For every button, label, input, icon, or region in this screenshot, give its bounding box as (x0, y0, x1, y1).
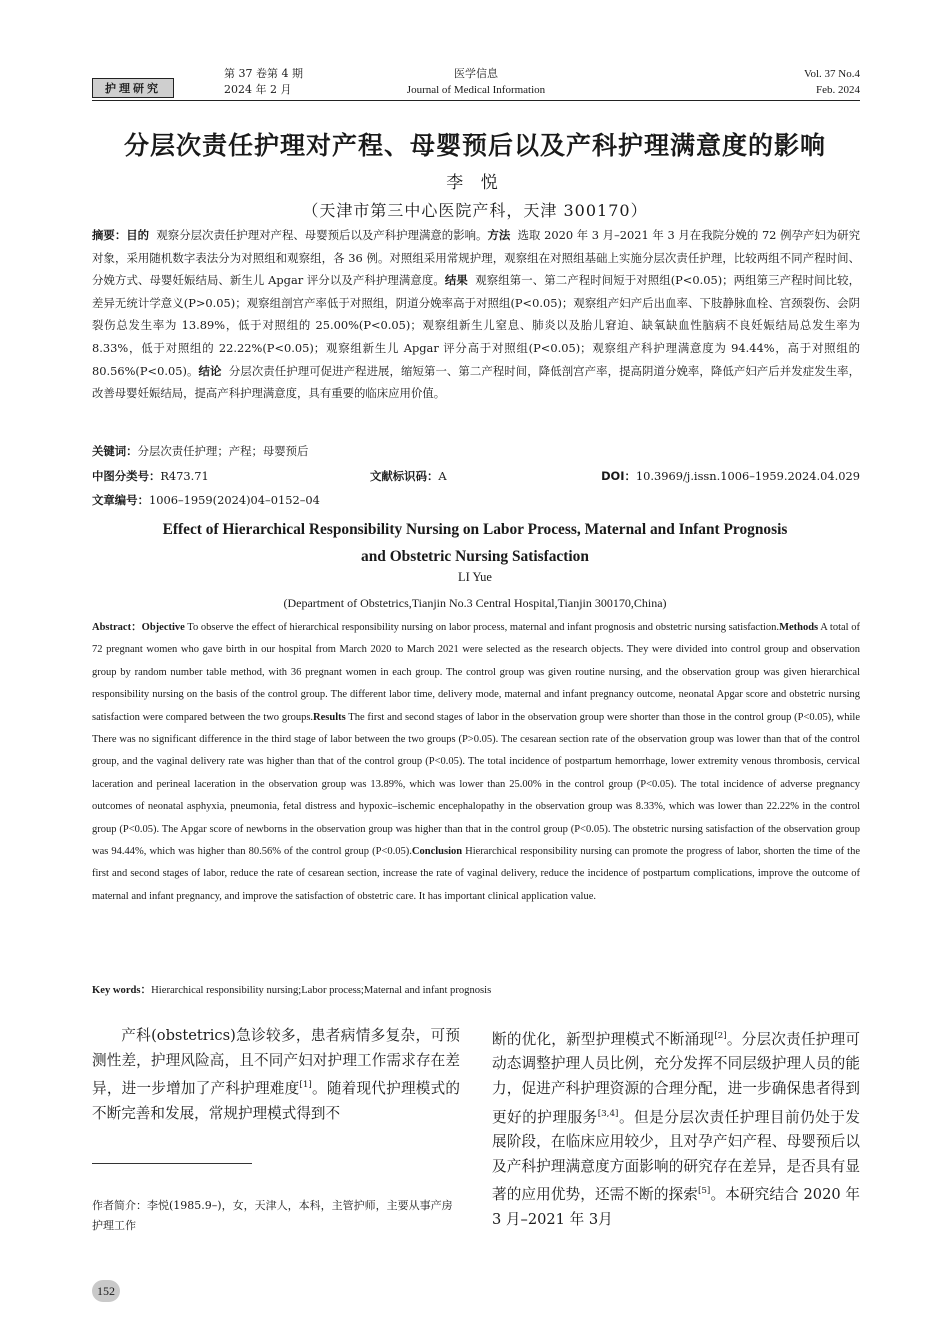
author-affiliation: （天津市第三中心医院产科，天津 300170） (302, 201, 648, 220)
results-en-label: Results (313, 711, 346, 723)
document-code: 文献标识码：A (370, 469, 447, 483)
issue-info-en (804, 66, 860, 98)
body-column-left (92, 1024, 460, 1126)
keywords-cn (92, 443, 860, 459)
author-name: 李 悦 (446, 173, 504, 193)
running-header (92, 64, 860, 101)
journal-name-cn: 医学信息 (454, 67, 498, 80)
author-footnote: 作者简介：李悦(1985.9–)，女，天津人，本科，主管护师，主要从事产房护理工作 (92, 1199, 453, 1232)
classification-line (92, 468, 860, 484)
affiliation-en: (Department of Obstetrics,Tianjin No.3 Central Hospital,Tianjin 300170,China) (283, 596, 667, 610)
keywords-en-text: Hierarchical responsibility nursing;Labor process;Maternal and infant prognosis (151, 985, 492, 996)
citation-5: [5] (697, 1186, 711, 1197)
article-title-en (0, 516, 950, 570)
volume-en: Vol. 37 No.4 (803, 68, 860, 80)
objective-label: 目的 (126, 228, 150, 242)
page-number: 152 (92, 1280, 120, 1302)
keywords-text: 分层次责任护理；产程；母婴预后 (137, 444, 309, 458)
title-en-line2: and Obstetric Nursing Satisfaction (361, 548, 589, 565)
methods-label: 方法 (487, 228, 511, 242)
clc-code: 中图分类号：R473.71 (92, 469, 209, 483)
objective-en-text: To observe the effect of hierarchical responsibility nursing on labor process, maternal and infant prognosis and obstetric nursing satisfaction. (184, 622, 780, 633)
keywords-en-label: Key words： (92, 985, 152, 996)
objective-text: 观察分层次责任护理对产程、母婴预后以及产科护理满意的影响。 (156, 228, 488, 242)
citation-3-4: [3,4] (597, 1108, 619, 1119)
abstract-en-label: Abstract： (92, 622, 142, 633)
methods-en-text: A total of 72 pregnant women who gave birth in our hospital from March 2020 to March 2021 were selected as the research objects. They were divided into control group and observation group by random number table method, with 36 pregnant women in each group. The control group was given routine nursing, and the observation group was given hierarchical responsibility nursing on the basis of the control group. The different labor time, delivery mode, maternal and infant pregnancy outcome, neonatal Apgar score and obstetric nursing satisfaction were compared between the two groups. (92, 622, 860, 723)
body-column-right (492, 1024, 860, 1232)
results-text: 观察组第一、第二产程时间短于对照组(P<0.05)；两组第三产程时间比较，差异无统计学意义(P>0.05)；观察组剖宫产率低于对照组，阴道分娩率高于对照组(P<0.05)；观察组产妇产后出血率、下肢静脉血栓、宫颈裂伤、会阴裂伤总发生率为 13.89%，低于对照组的 25.00%(P<0.05)；观察组新生儿窒息、肺炎以及胎儿窘迫、缺氧缺血性脑病不良妊娠结局总发生率为 8.33%，低于对照组的 22.22%(P<0.05)；观察组新生儿 Apgar 评分高于对照组(P<0.05)；观察组产科护理满意度为 94.44%，高于对照组的 80.56%(P<0.05)。 (92, 273, 860, 378)
intro-paragraph-continued: 断的优化，新型护理模式不断涌现[2]。分层次责任护理可动态调整护理人员比例，充分发挥不同层级护理人员的能力，促进产科护理资源的合理分配，进一步确保患者得到更好的护理服务[3,4]。但是分层次责任护理目前仍处于发展阶段，在临床应用较少，且对孕产妇产程、母婴预后以及产科护理满意度方面影响的研究存在差异，是否具有显著的应用优势，还需不断的探索[5]。本研究结合 2020 年 3 月–2021 年 3月 (492, 1030, 860, 1228)
methods-en-label: Methods (779, 622, 819, 633)
intro-paragraph: 产科(obstetrics)急诊较多，患者病情多复杂，可预测性差，护理风险高，且不同产妇对护理工作需求存在差异，进一步增加了产科护理难度[1]。随着现代护理模式的不断完善和发展，常规护理模式得到不 (92, 1027, 460, 1122)
volume-cn: 第 37 卷第 4 期 (224, 67, 303, 80)
footnote-divider (92, 1163, 252, 1164)
objective-en-label: Objective (141, 622, 185, 633)
author-name-en: LI Yue (458, 570, 492, 584)
keywords-label: 关键词： (92, 444, 138, 458)
article-title: 分层次责任护理对产程、母婴预后以及产科护理满意度的影响 (123, 131, 826, 160)
abstract-label: 摘要： (92, 228, 127, 242)
doi: DOI：10.3969/j.issn.1006–1959.2024.04.029 (601, 469, 860, 483)
citation-2: [2] (714, 1031, 727, 1041)
title-en-line1: Effect of Hierarchical Responsibility Nursing on Labor Process, Maternal and Infant Prognosis (162, 521, 788, 538)
abstract-cn (92, 224, 860, 405)
article-number: 文章编号：1006–1959(2024)04–0152–04 (92, 493, 320, 507)
methods-text: 选取 2020 年 3 月–2021 年 3 月在我院分娩的 72 例孕产妇为研究对象，采用随机数字表法分为对照组和观察组，各 36 例。对照组采用常规护理，观察组在对照组基础上实施分层次责任护理，比较两组不同产程时间、分娩方式、母婴妊娠结局、新生儿 Apgar 评分以及产科护理满意度。 (92, 228, 860, 288)
results-en-text: The first and second stages of labor in the observation group were shorter than those in the control group (P<0.05), while There was no significant difference in the third stage of labor between the two groups (P>0.05). The cesarean section rate of the observation group was lower than that of the control group, and the vaginal delivery rate was higher than that of the control group (P<0.05). The total incidence of postpartum hemorrhage, lower extremity venous thrombosis, cervical laceration and perineal laceration in the observation group was 13.89%, which was lower than 25.00% in the control group (P<0.05). The total incidence of adverse pregnancy outcomes of neonatal asphyxia, pneumonia, fetal distress and hypoxic–ischemic encephalopathy in the observation group was 8.33%, which was lower than 22.22% in the control group (P<0.05). The Apgar score of newborns in the observation group was higher than that in the control group (P<0.05). The obstetric nursing satisfaction of the observation group was 94.44%, which was higher than 80.56% of the control group (P<0.05). (92, 711, 860, 858)
journal-name (92, 66, 860, 98)
conclusion-label: 结论 (198, 363, 222, 378)
conclusion-text: 分层次责任护理可促进产程进展，缩短第一、第二产程时间，降低剖宫产率，提高阴道分娩率，降低产妇产后并发症发生率，改善母婴妊娠结局，提高产科护理满意度，具有重要的临床应用价值。 (92, 363, 861, 401)
journal-name-en: Journal of Medical Information (406, 84, 546, 96)
keywords-en (92, 982, 860, 997)
citation-1: [1] (299, 1080, 312, 1091)
section-tag: 护理研究 (92, 78, 174, 98)
conclusion-en-label: Conclusion (411, 846, 463, 858)
date-cn: 2024 年 2 月 (224, 83, 292, 96)
results-label: 结果 (444, 273, 468, 288)
conclusion-en-text: Hierarchical responsibility nursing can promote the progress of labor, shorten the time of the first and second stages of labor, reduce the rate of cesarean section, increase the rate of vaginal delivery, reduce the incidence of postpartum complications, improve the outcome of maternal and infant pregnancy, and improve the satisfaction of obstetric care. It has important clinical application value. (92, 846, 861, 902)
abstract-en (92, 617, 860, 908)
date-en: Feb. 2024 (816, 84, 860, 96)
